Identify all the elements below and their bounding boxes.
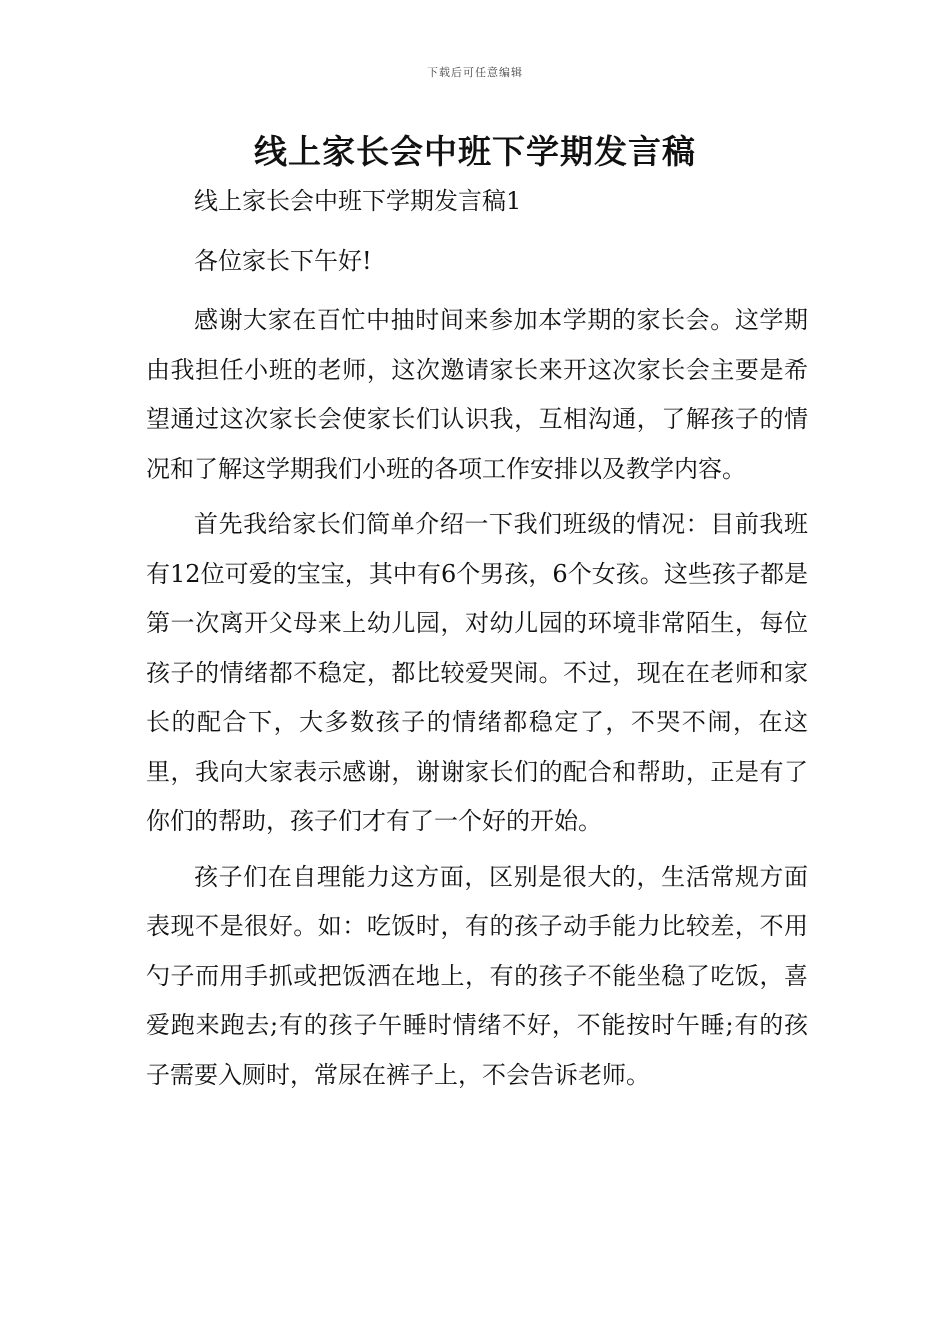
header-note: 下载后可任意编辑 <box>427 66 523 79</box>
body-paragraph: 感谢大家在百忙中抽时间来参加本学期的家长会。这学期由我担任小班的老师，这次邀请家长来开这次家长会主要是希望通过这次家长会使家长们认识我，互相沟通，了解孩子的情况和了解这学期我们小班的各项工作安排以及教学内容。 <box>146 306 808 483</box>
body-paragraph: 首先我给家长们简单介绍一下我们班级的情况：目前我班有12位可爱的宝宝，其中有6个男孩，6个女孩。这些孩子都是第一次离开父母来上幼儿园，对幼儿园的环境非常陌生，每位孩子的情绪都不稳定，都比较爱哭闹。不过，现在在老师和家长的配合下，大多数孩子的情绪都稳定了，不哭不闹，在这里，我向大家表示感谢，谢谢家长们的配合和帮助，正是有了你们的帮助，孩子们才有了一个好的开始。 <box>146 510 808 835</box>
section-heading: 线上家长会中班下学期发言稿1 <box>194 187 522 215</box>
document-title: 线上家长会中班下学期发言稿 <box>254 132 696 171</box>
document-body <box>146 177 808 1106</box>
body-paragraph: 孩子们在自理能力这方面，区别是很大的，生活常规方面表现不是很好。如：吃饭时，有的孩子动手能力比较差，不用勺子而用手抓或把饭洒在地上，有的孩子不能坐稳了吃饭，喜爱跑来跑去;有的孩子午睡时情绪不好，不能按时午睡;有的孩子需要入厕时，常尿在裤子上，不会告诉老师。 <box>146 862 808 1089</box>
greeting-paragraph: 各位家长下午好! <box>194 246 372 275</box>
